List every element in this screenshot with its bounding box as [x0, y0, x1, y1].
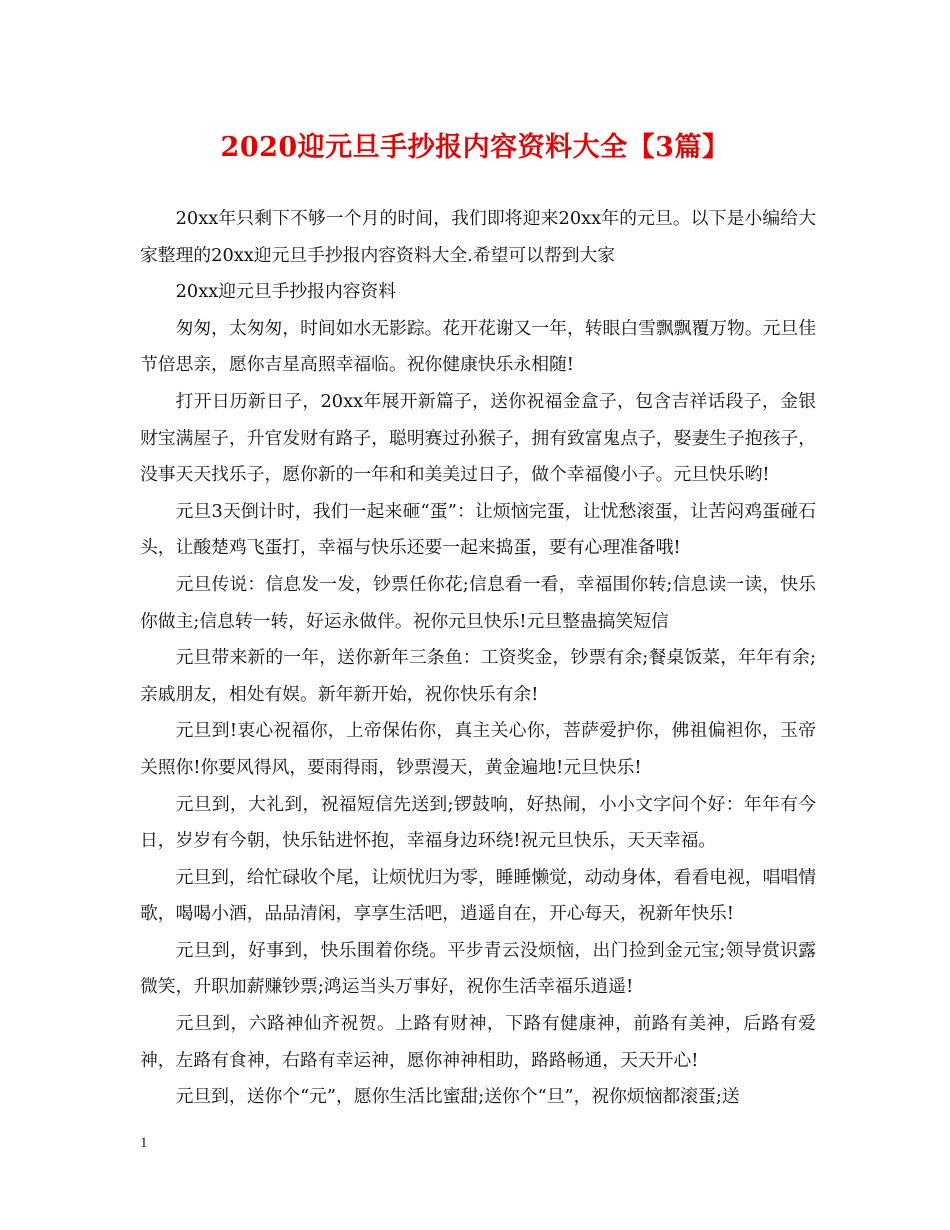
document-title: 2020迎元旦手抄报内容资料大全【3篇】	[220, 132, 730, 163]
paragraph: 匆匆，太匆匆，时间如水无影踪。花开花谢又一年，转眼白雪飘飘覆万物。元旦佳节倍思亲，愿你吉星高照幸福临。祝你健康快乐永相随!	[140, 317, 816, 376]
paragraph: 元旦到，送你个“元”，愿你生活比蜜甜;送你个“旦”，祝你烦恼都滚蛋;送	[175, 1086, 740, 1108]
document-body	[140, 201, 816, 1116]
paragraph: 打开日历新日子，20xx年展开新篇子，送你祝福金盒子，包含吉祥话段子，金银财宝满屋子，升官发财有路子，聪明赛过孙猴子，拥有致富鬼点子，娶妻生子抱孩子，没事天天找乐子，愿你新的一年和和美美过日子，做个幸福傻小子。元旦快乐哟!	[140, 390, 816, 486]
paragraph: 元旦到!衷心祝福你，上帝保佑你，真主关心你，菩萨爱护你，佛祖偏袒你，玉帝关照你!你要风得风，要雨得雨，钞票漫天，黄金遍地!元旦快乐!	[140, 720, 816, 778]
paragraph: 元旦到，好事到，快乐围着你绕。平步青云没烦恼，出门捡到金元宝;领导赏识露微笑，升职加薪赚钞票;鸿运当头万事好，祝你生活幸福乐逍遥!	[140, 939, 816, 998]
paragraph: 元旦3天倒计时，我们一起来砸“蛋”：让烦恼完蛋，让忧愁滚蛋，让苦闷鸡蛋碰石头，让酸楚鸡飞蛋打，幸福与快乐还要一起来捣蛋，要有心理准备哦!	[140, 500, 816, 559]
paragraph-intro: 20xx年只剩下不够一个月的时间，我们即将迎来20xx年的元旦。以下是小编给大家整理的20xx迎元旦手抄报内容资料大全.希望可以帮到大家	[140, 208, 816, 266]
paragraph: 元旦到，六路神仙齐祝贺。上路有财神，下路有健康神，前路有美神，后路有爱神，左路有食神，右路有幸运神，愿你神神相助，路路畅通，天天开心!	[140, 1013, 816, 1071]
paragraph: 元旦传说：信息发一发，钞票任你花;信息看一看，幸福围你转;信息读一读，快乐你做主;信息转一转，好运永做伴。祝你元旦快乐!元旦整蛊搞笑短信	[140, 573, 816, 632]
paragraph: 元旦带来新的一年，送你新年三条鱼：工资奖金，钞票有余;餐桌饭菜，年年有余;亲戚朋友，相处有娱。新年新开始，祝你快乐有余!	[140, 647, 816, 705]
paragraph-section-heading: 20xx迎元旦手抄报内容资料	[175, 281, 397, 303]
page-number: 1	[140, 1135, 148, 1151]
paragraph: 元旦到，给忙碌收个尾，让烦忧归为零，睡睡懒觉，动动身体，看看电视，唱唱情歌，喝喝小酒，品品清闲，享享生活吧，逍遥自在，开心每天，祝新年快乐!	[140, 866, 816, 925]
paragraph: 元旦到，大礼到，祝福短信先送到;锣鼓响，好热闹，小小文字问个好：年年有今日，岁岁有今朝，快乐钻进怀抱，幸福身边环绕!祝元旦快乐，天天幸福。	[140, 793, 816, 852]
